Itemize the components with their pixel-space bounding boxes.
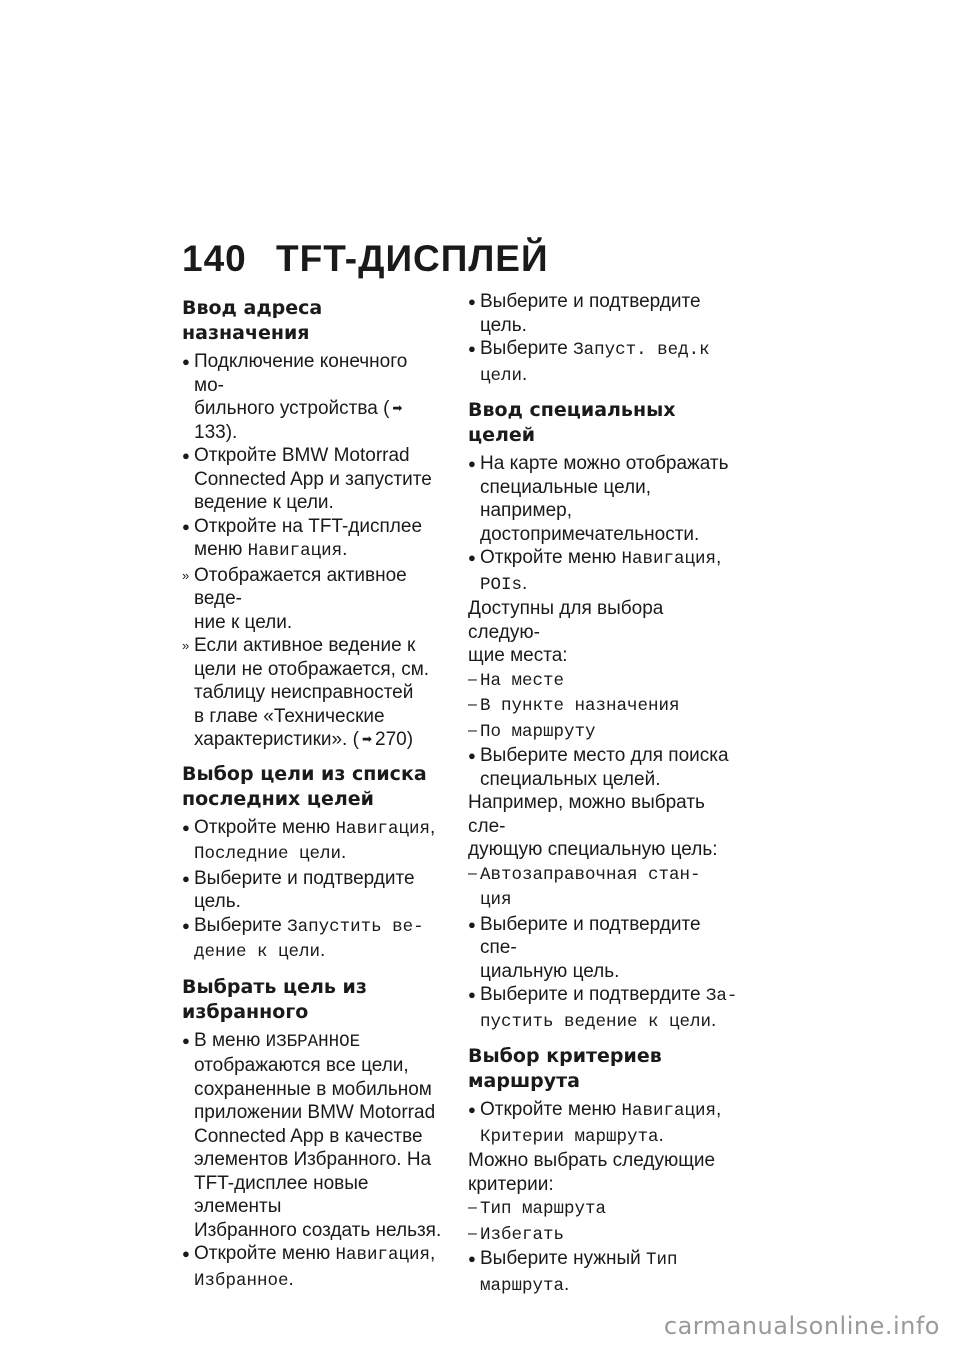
- page-header: [182, 238, 549, 280]
- bullet-icon: ●: [182, 518, 190, 534]
- page-ref-arrow-icon: ➡: [392, 401, 403, 415]
- menu-term: Последние цели: [194, 844, 342, 864]
- menu-term: Критерии маршрута: [480, 1126, 659, 1147]
- dash-icon: –: [468, 1199, 477, 1216]
- section-heading: Выбрать цель из избранного: [182, 975, 367, 1023]
- list-item: ● Откройте меню Навигация, Последние цели.: [182, 816, 436, 864]
- dash-icon: –: [468, 721, 477, 739]
- list-item: ● На карте можно отображать специальные цели, например, достопримечательности.: [468, 453, 729, 545]
- bullet-icon: ●: [468, 341, 476, 356]
- option-item: – Тип маршрута: [468, 1196, 738, 1222]
- left-column: [182, 290, 442, 1293]
- menu-term: Запуст. вед.к: [573, 340, 710, 360]
- menu-term: пустить ведение к цели: [480, 1011, 712, 1032]
- list-item: ● Выберите и подтвердите цель.: [182, 867, 415, 912]
- bullet-icon: ●: [468, 748, 476, 763]
- paragraph: Например, можно выбрать сле- дующую специальную цель:: [468, 792, 718, 860]
- option-item: – На месте: [468, 668, 738, 694]
- result-item: » Отображается активное веде- ние к цели.: [182, 564, 407, 633]
- list-item: ● Выберите и подтвердите цель.: [468, 291, 701, 336]
- menu-term: дение к цели: [194, 942, 321, 962]
- paragraph: Доступны для выбора следую- щие места:: [468, 598, 664, 666]
- menu-term: Навигация: [621, 549, 717, 569]
- bullet-icon: ●: [468, 550, 476, 565]
- result-arrow-icon: »: [182, 638, 190, 653]
- option-item: – Избегать: [468, 1222, 738, 1248]
- dash-icon: –: [468, 864, 477, 882]
- page-reference[interactable]: 133: [194, 421, 226, 443]
- bullet-icon: ●: [468, 1102, 476, 1117]
- bullet-icon: ●: [182, 354, 190, 369]
- page-reference[interactable]: 270: [375, 729, 407, 750]
- bullet-icon: ●: [468, 456, 476, 471]
- paragraph: Можно выбрать следующие критерии:: [468, 1150, 716, 1195]
- list-item: ● Выберите Запустить ве- дение к цели.: [182, 914, 424, 962]
- bullet-icon: ●: [182, 1032, 190, 1048]
- menu-term: цели: [480, 365, 523, 386]
- menu-term: Навигация: [335, 818, 431, 839]
- list-item: ● В меню ИЗБРАННОЕ отображаются все цели, сохраненные в мобильном приложении BMW Motorrad Connected App в качестве элементов Избранного. На TFT-дисплее новые элементы Избранного создать нельзя.: [182, 1029, 442, 1241]
- list-item: ● Откройте меню Навигация, Критерии маршрута.: [468, 1099, 722, 1147]
- list-item: ● Подключение конечного мо- бильного устройства ( ➡133).: [182, 351, 408, 443]
- list-item: ● Откройте меню Навигация, Избранное.: [182, 1243, 436, 1291]
- watermark: carmanualsonline.info: [663, 1312, 940, 1340]
- list-item: ● Выберите место для поиска специальных целей.: [468, 745, 729, 790]
- option-item: – Автозаправочная стан- ция: [468, 862, 738, 913]
- section-heading: Ввод адреса назначения: [182, 297, 323, 344]
- section-heading: Ввод специальных целей: [468, 399, 676, 446]
- menu-term: Запустить ве-: [287, 916, 424, 937]
- menu-term: За-: [705, 986, 738, 1006]
- dash-icon: –: [468, 670, 477, 688]
- option-item: – По маршруту: [468, 719, 738, 745]
- bullet-icon: ●: [182, 448, 190, 463]
- menu-term: маршрута: [480, 1275, 565, 1296]
- result-arrow-icon: »: [182, 567, 190, 583]
- menu-term: ИЗБРАННОЕ: [265, 1031, 361, 1052]
- menu-term: POIs: [480, 574, 523, 595]
- list-item: ● Откройте меню Навигация, POIs.: [468, 547, 722, 595]
- menu-term: Избранное: [194, 1270, 289, 1291]
- bullet-icon: ●: [468, 987, 476, 1002]
- option-item: – В пункте назначения: [468, 693, 738, 719]
- list-item: ● Выберите и подтвердите спе- циальную цель.: [468, 913, 701, 982]
- list-item: ● Откройте BMW Motorrad Connected App и запустите ведение к цели.: [182, 445, 432, 513]
- bullet-icon: ●: [182, 1246, 190, 1261]
- dash-icon: –: [468, 1224, 477, 1242]
- list-item: ● Выберите Запуст. вед.к цели.: [468, 338, 710, 386]
- page-ref-arrow-icon: ➡: [361, 732, 373, 746]
- bullet-icon: ●: [468, 294, 476, 309]
- bullet-icon: ●: [182, 917, 190, 933]
- page-title: TFT-ДИСПЛЕЙ: [276, 238, 549, 279]
- menu-term: Навигация: [335, 1245, 431, 1265]
- dash-icon: –: [468, 696, 477, 713]
- result-item: » Если активное ведение к цели не отображается, см. таблицу неисправностей в главе «Технические характеристики». ( ➡ 270): [182, 635, 430, 750]
- list-item: ● Выберите и подтвердите За- пустить ведение к цели.: [468, 984, 738, 1032]
- menu-term: Навигация: [621, 1101, 717, 1121]
- menu-term: Навигация: [247, 541, 343, 561]
- section-heading: Выбор критериев маршрута: [468, 1045, 662, 1092]
- page-number: 140: [182, 238, 247, 279]
- menu-term: Тип: [646, 1250, 678, 1270]
- list-item: ● Откройте на TFT-дисплее меню Навигация.: [182, 515, 423, 561]
- section-heading: Выбор цели из списка последних целей: [182, 762, 427, 810]
- bullet-icon: ●: [182, 870, 190, 886]
- bullet-icon: ●: [468, 916, 476, 932]
- bullet-icon: ●: [182, 819, 190, 835]
- list-item: ● Выберите нужный Тип маршрута.: [468, 1248, 678, 1296]
- bullet-icon: ●: [468, 1251, 476, 1266]
- right-column: [468, 290, 738, 1298]
